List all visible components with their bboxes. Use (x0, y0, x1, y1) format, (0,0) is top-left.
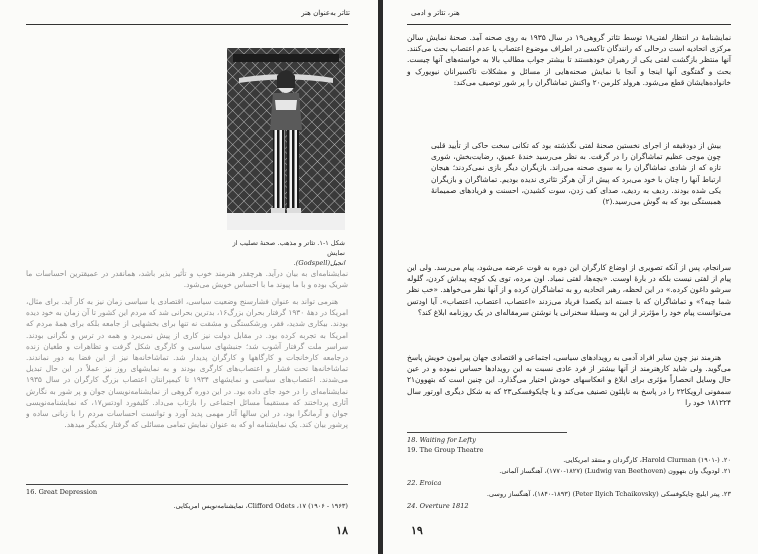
footnote-18: 18. Waiting for Lefty (407, 436, 476, 444)
footnote-23: ۲۳. پیتر ایلیچ چایکوفسکی (Peter Ilyich Tchaikovsky) (۱۸۴۰-۱۸۹۳)، آهنگساز روسی. (486, 490, 731, 498)
left-body-paragraph-2: هنرمی تواند به عنوان فشارسنج وضعیت سیاسی، اقتصادی یا سیاسی زمان نیز به کار آید. برای مثال، امریکا در دههٔ ۱۹۳۰ گرفتار بحران بزرگ۱۶، بدترین بحرانی شد که مردم این کشور تا آن زمان به خود دیده بودند. بیکاری شدید، فقر، ورشکستگی و مشقت نه تنها برای بخشهایی از جامعه بلکه برای همهٔ مردم که امریکا به تجربه کرده بود. در مقابل دولت نیز کاری از پیش نمی‌برد و همه در ترس و نگرانی بودند. سراسر ملت گرفتار آشوب شد؛ جنبشهای سیاسی و کارگری شکل گرفت و تظاهرات و طغیان زنده درجامعه کارخانجات و کارگاهها و کارگران پدیدار شد. تماشاخانه‌ها نیز از این فضا به دور نماندند. تماشاخانه‌ها تحت فشار و اعتصاب‌های کارگری بودند و به نمایشهای روز نیز عملاً در این حال تبدیل می‌شدند. اعتصاب‌های سیاسی و نمایشهای ۱۹۳۴ تا کیمپرانتان اعتصاب بزرگ کارگران در سال ۱۹۳۵ نمایشنامه‌ای را در خود جای داده بود. در این دوره گروهی از نمایشنامه‌نویسان جوان و پر شور به نگارش آثاری پرداختند که مستقیماً مسائل اجتماعی را بازتاب می‌داد. کلیفورد اودتس۱۷، که نمایشنامه‌نویسی جوان و آرمانگرا بود، در این سالها آثار مهمی پدید آورد و توانست احساسات مردم را با زبانی ساده و پرشور بیان کند. یک نمایشنامه او که به عنوان نمایش تمامی مسائلی که گرفتار یکدیگر میدهد. (26, 297, 348, 430)
photo-caption (230, 238, 345, 268)
footnote-20: ۲۰. Harold Clurman (۱۹۰۱-)، کارگردان و منتقد امریکایی. (563, 456, 731, 464)
right-page-number: ۱۹ (411, 524, 423, 537)
footnote-24: 24. Overture 1812 (407, 502, 469, 510)
left-page (0, 0, 378, 554)
performance-photo (227, 48, 345, 230)
right-running-header: هنر، تئاتر و ادمی (411, 9, 460, 17)
footnote-17: Clifford Odets ،۱۷ (۱۹۰۶ - ۱۹۶۳)، نمایشنامه‌نویس امریکایی. (173, 502, 348, 510)
footnote-22: 22. Eroica (407, 479, 442, 487)
photo-caption-line-2: انجیل(Godspell). (293, 259, 345, 267)
left-running-header: تئاتر به‌عنوان هنر (301, 9, 350, 17)
footnote-21: ۲۱. لودویگ وان بتهوون (Ludwig van Beethoven) (۱۷۷۰-۱۸۲۷)، آهنگساز آلمانی. (499, 467, 731, 475)
photo-caption-line-1: شکل ۱-۱. تئاتر و مذهب. صحنهٔ تصلیب از نمایش (232, 239, 345, 257)
footnote-16: 16. Great Depression (26, 488, 98, 496)
footnote-19: 19. The Group Theatre (407, 446, 484, 454)
right-body-paragraph-2: سرانجام، پس از آنکه تصویری از اوضاع کارگران این دوره به قوت عرضه می‌شود، پیام می‌رسد. ولی این پیام از لفتی نیست بلکه در بارهٔ اوست. «بچه‌ها، لفتی نمیاد. اون مرده، توی یک کوچه پیداش کردن، گلوله سرشو داغون کرده.» در این لحظه، رهبر اتحادیه رو به تماشاگران کرده و از آنها نظر می‌خواهد. «خب نظر شما چیه؟» و تماشاگران که با جسته اند یکصدا فریاد می‌زدند «اعتصاب، اعتصاب، اعتصاب». آیا اودتس می‌توانست پیام خود را مؤثرتر از این به وسیلهٔ سخنرانی یا نوشتن سرمقاله‌ای در یک روزنامه ابلاغ کند؟ (407, 263, 731, 317)
crucifixion-scene-image (227, 48, 345, 230)
left-footnote-divider (26, 484, 348, 485)
right-page (383, 0, 758, 554)
right-footnote-divider (407, 432, 567, 433)
left-header-rule (26, 24, 348, 25)
right-body-paragraph-3: هنرمند نیز چون سایر افراد آدمی به رویدادهای سیاسی، اجتماعی و اقتصادی جهان پیرامون خویش پاسخ می‌گوید. ولی شاید کارهنرمند از آنها بیشتر از فرد عادی نسبت به این رویدادها حساس نموده و در عین حال وسایل انحصاراً مؤثری برای ابلاغ و انعکاسهای خودش اختیار می‌گذارد. این چنین است که بتهوون۲۱ سمفونی ارویکا۲۲ را در پاسخ به ناپلئون تصنیف می‌کند و یا چایکوفسکی۲۳ که به شکل دیگری اورتور سال ۱۸۱۲۲۴ خود را (406, 353, 732, 407)
right-header-rule (407, 24, 731, 25)
left-page-number: ۱۸ (336, 524, 348, 537)
left-body-paragraph-1: نمایشنامه‌ای به بیان درآید. هرچقدر هنرمند خوب و تأثیر بذیر باشد، همانقدر در عمیقترین احساسات ما شریک بوده و با ما پیوند ما با احساس خویش می‌شود. (26, 269, 348, 290)
right-body-paragraph-1: نمایشنامهٔ در انتظار لفتی۱۸ توسط تئاتر گروهی۱۹ در سال ۱۹۳۵ به روی صحنه آمد. صحنهٔ نمایش سالن مرکزی اتحادیه است درحالی که رانندگان تاکسی در اطراف موضوع اعتصاب یا عدم اعتصاب بحث می‌کنند. آنها منتظر بازگشت لفتی یکی از رهبران خودهستند تا بیشتر جواب مطالب بالا به خواسته‌های آنها چیست. بحث و گفتگوی آنها اینجا و آنجا با نمایش صحنه‌هایی از مسائل و مشکلات تاکسیرانان نیویورک و خانواده‌هایشان قطع می‌شود. هرولد کلرمن۲۰ واکنش تماشاگران را پر شور توصیف می‌کند: (407, 33, 731, 87)
clurman-quote: بیش از دودقیقه از اجرای نخستین صحنهٔ لفتی نگذشته بود که تکانی سخت حاکی از تأیید قلبی چون موجی عظیم تماشاگران را در گرفت. به نظر می‌رسید خندهٔ عمیق، رضایت‌بخش، شوری تازه که از شادی تماشاگران را به سوی صحنه می‌راند. بازیگران دیگر بازی نمی‌کردند؛ هیجان ارتباط آنها را چنان با خود می‌برد که پیش از آن هرگز تئاتری ندیده بودیم. تماشاگران و بازیگران یکی شده بودند. ردیف به ردیف، صدای کف زدن، سوت کشیدن، احسنت و فریادهای صمیمانهٔ همبستگی بود که به گوش می‌رسید.(۲) (431, 141, 721, 207)
